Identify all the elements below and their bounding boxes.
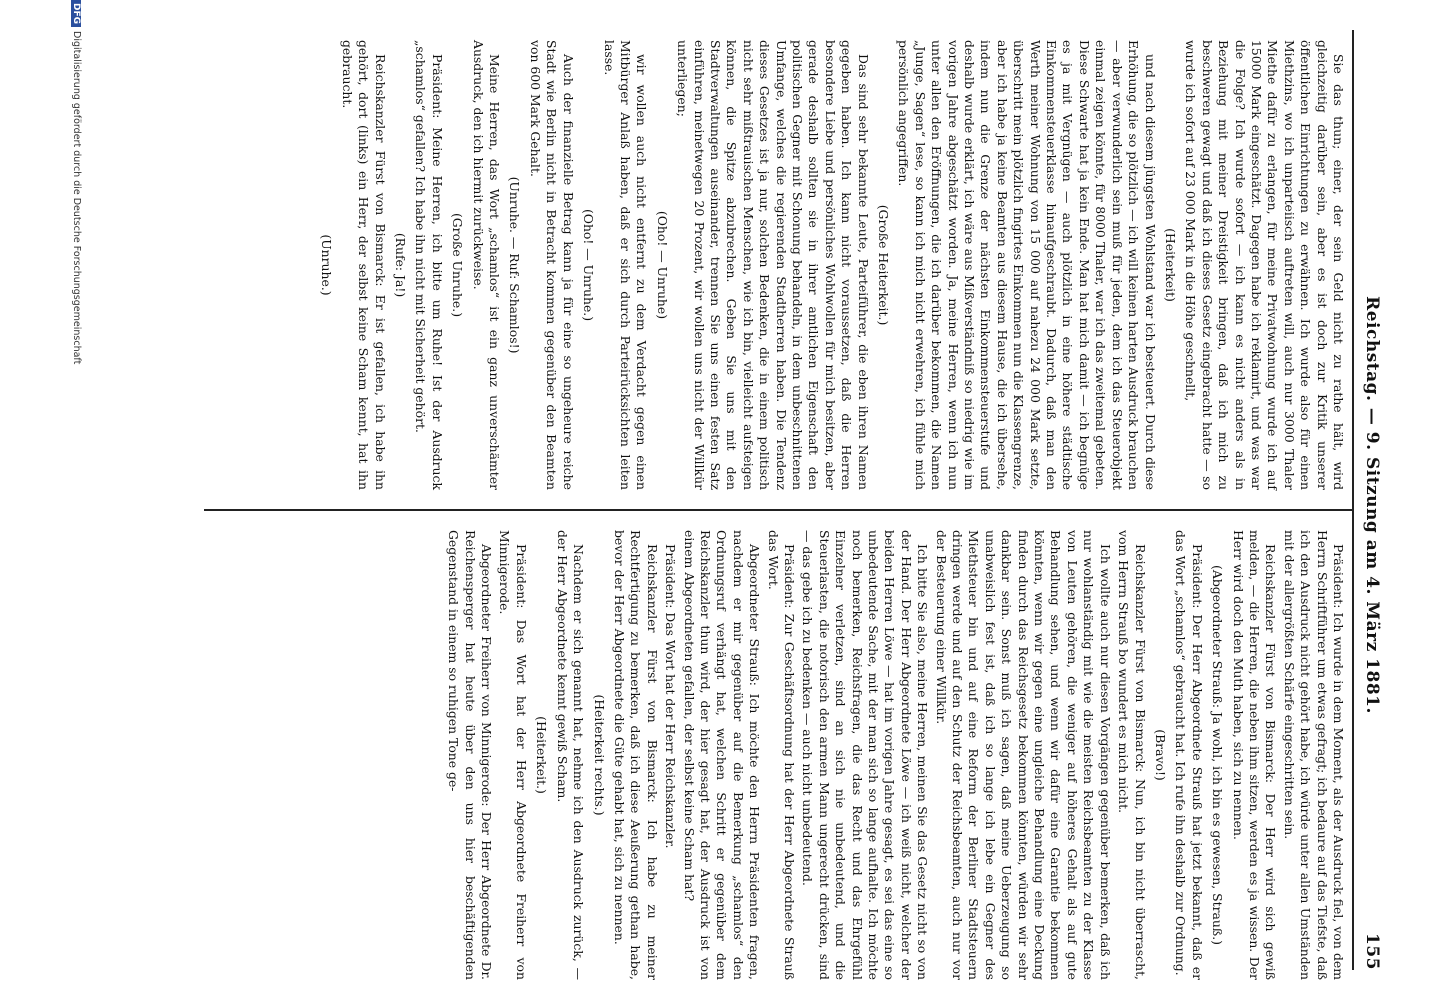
- paragraph: und nach diesem jüngsten Wohlstand war ich besteuert. Durch diese Erhöhung, die so plötzlich — ich will keinen harten Ausdruck brauchen — aber verwunderlich sein muß für jeden, dem ich das Steuerobjekt einmal zeigen könnte, für 8000 Thaler, war ich das zweitemal gebeten. Diese Schwarte hat ja kein Ende. Man hat mich damit — ich begnüge es ja mit Vergnügen — auch plötzlich in eine höhere städtische Einkommensteuerklasse hinaufgeschraubt. Dadurch, daß man den Werth meiner Wohnung von 15 000 auf nahezu 24 000 Mark setzte, überschritt mein plötzlich fingirtes Einkommen nun die Klassengrenze, aber ich habe ja keine Beamten aus diesem Hause, die ich übersehe, indem nun die Grenze der nächsten Einkommensteuerstufe und deshalb wurde erklärt, ich wäre aus Mißverständniß so niedrig wie im vorigen Jahre abgeschätzt worden. Ja, meine Herren, wenn ich nun unter allen den Eröffnungen, die ich darüber bekommen, die Namen „Junge, Sagen“ lese, so kann ich mich nicht erwehren, ich fühle mich persönlich angegriffen.: [896, 40, 1158, 490]
- paragraph: Ich wollte auch nur diesen Vorgängen gegenüber bemerken, daß ich nur wohlanständig mit wie die meisten Reichsbeamten zu der Klasse von Leuten gehören, die weniger auf höheres Gehalt als auf gute Behandlung sehen, und wenn wir dafür eine Garantie bekommen könnten, wenn wir gegen eine ungleiche Behandlung eine Deckung finden durch das Reichsgesetz bekommen könnten, würden wir sehr dankbar sein. Sonst muß ich sagen, daß meine Ueberzeugung so unabweislich fest ist, daß ich so lange ich lebe ein Gegner des Miethsteuer bin und auf eine Reform der Berliner Stadtsteuern dringen werde und auf den Schutz der Reichsbeamten, auch nur vor der Besteuerung einer Willkür.: [933, 530, 1113, 980]
- paragraph: Nachdem er sich genannt hat, nehme ich den Ausdruck zurück, — der Herr Abgeordnete kennt gewiß Scham.: [554, 530, 587, 980]
- paragraph: Abgeordneter Strauß: Ich möchte den Herrn Präsidenten fragen, nachdem er mir gegenüber auf die Bemerkung „schamlos“ den Ordnungsruf verhängt hat, welchen Schritt er gegenüber dem Reichskanzler thun wird, der hier gesagt hat, der Ausdruck ist von einem Abgeordneten gefallen, der selbst keine Scham hat?: [681, 530, 763, 980]
- paragraph: Reichskanzler Fürst von Bismarck: Er ist gefallen, ich habe ihn gehört, dort (links) ein Herr, der selbst keine Scham kennt, hat ihn gebraucht.: [339, 40, 388, 490]
- interjection: (Große Heiterkeit.): [876, 204, 892, 326]
- paragraph: Das sind sehr bekannte Leute, Parteiführer, die eben ihren Namen gegeben haben. Ich kann nicht voraussetzen, daß die Herren besondere Liebe und persönliches Wohlwollen für mich besitzen, aber gerade deshalb sollten sie in ihrer amtlichen Eigenschaft den politischen Gegner mit Schonung behandeln, in dem unbeschnittenen Umfange, welches die regierenden Stadtherren haben. Die Tendenz dieses Gesetzes ist ja nur, solchen Bedenken, die in einem politisch nicht sehr mißtrauischen Menschen, wie ich bin, vielleicht aufsteigen können, die Spitze abzubrechen. Geben Sie uns mit den Stadtverwaltungen auseinander, trennen Sie uns einen festen Satz einführen, meinetwegen 20 Prozent, wir wollen uns nicht der Willkür unterliegen;: [675, 40, 871, 490]
- footer-credit: [64, 0, 82, 1000]
- interjection: (Oho! — Unruhe): [654, 210, 670, 320]
- paragraph: Präsident: Das Wort hat der Herr Abgeordnete Freiherr von Minnigerode.: [497, 530, 529, 980]
- paragraph: Präsident: Ich wurde in dem Moment, als der Ausdruck fiel, von dem Herrn Schriftführer um etwas gefragt; ich bedaure auf das Tiefste, daß ich den Ausdruck nicht gehört habe, ich würde unter allen Umständen mit der allergrößten Schärfe eingeschritten sein.: [1281, 530, 1346, 980]
- interjection: (Unruhe. — Ruf: Schamlos!): [507, 176, 523, 354]
- page-number: 155: [1362, 933, 1382, 970]
- dfg-logo: DFG: [71, 0, 81, 27]
- column-divider: [204, 509, 1352, 511]
- interjection: (Heiterkeit.): [534, 716, 550, 794]
- interjection: (Bravo!): [1152, 729, 1168, 781]
- page-header: [1356, 40, 1382, 970]
- paragraph: wir wollen auch nicht entfernt zu dem Verdacht gegen einen Mitbürger Anlaß haben, daß er sich durch Parteirücksichten leiten lasse.: [601, 40, 650, 490]
- interjection: (Abgeordneter Strauß: Ja wohl, ich bin es gewesen, Strauß.): [1210, 565, 1226, 945]
- paragraph: Ich bitte Sie also, meine Herren, meinen Sie das Gesetz nicht so von der Hand. Der Herr Abgeordnete Löwe — ich weiß nicht, welcher der beiden Herren Löwe — hat im vorigen Jahre gesagt, es sei das eine so unbedeutende Sache, mit der man sich so lange aufhalte. Ich möchte noch bemerken, Reichsfragen, die das Recht und das Ehrgefühl Einzelner verletzen, sind an sich nie unbedeutend, und die Steuerlasten, die notorisch den armen Mann ungerecht drücken, sind — das gebe ich zu bedenken — auch nicht unbedeutend.: [800, 530, 931, 980]
- page-title: Reichstag. — 9. Sitzung am 4. März 1881.: [1362, 296, 1382, 714]
- paragraph: Meine Herren, das Wort „schamlos“ ist ein ganz unverschämter Ausdruck, den ich hiermit zurückweise.: [470, 40, 503, 490]
- paragraph: Sie das thun; einer, der sein Geld nicht zu rathe hält, wird gleichzeitig darüber sein, aber es ist doch zur Kritik unserer öffentlichen Einrichtungen zu erwähnen. Ich wurde also für einen Miethzins, wo ich unparteiisch auftreten will, auch nur 3000 Thaler Miethe dafür zu erlangen, für meine Privatwohnung wurde ich auf 15000 Mark eingeschätzt. Dagegen habe ich reklamirt, und was war die Folge? Ich wurde sofort — ich kann es nicht anders als in Beziehung mit meiner Dreistigkeit bringen, daß ich mich zu beschweren gewagt und daß ich dieses Gesetz eingebracht hatte — so wurde ich sofort auf 23 000 Mark in die Höhe geschnellt,: [1183, 40, 1346, 490]
- paragraph: Präsident: Das Wort hat der Herr Reichskanzler.: [663, 544, 679, 849]
- header-rule: [1352, 30, 1354, 970]
- left-column: [314, 40, 1346, 490]
- paragraph: Präsident: Meine Herren, ich bitte um Ruhe! Ist der Ausdruck „schamlos“ gefallen? Ich habe ihn nicht mit Sicherheit gehört.: [413, 40, 445, 490]
- footer-text: Digitalisierung gefördert durch die Deutsche Forschungsgemeinschaft: [71, 31, 82, 365]
- paragraph: Auch der finanzielle Betrag kann ja für eine so ungeheure reiche Stadt wie Berlin nicht in Betracht kommen gegenüber den Beamten von 600 Mark Gehalt.: [527, 40, 576, 490]
- paragraph: Reichskanzler Fürst von Bismarck: Nun, ich bin nicht überrascht, vom Herrn Strauß bo wundert es mich nicht.: [1116, 530, 1148, 980]
- paragraph: Abgeordneter Freiherr von Minnigerode: Der Herr Abgeordnete Dr. Reichensperger hat heute über den uns hier beschäftigenden Gegenstand in einem so ruhigen Tone ge-: [446, 530, 495, 980]
- interjection: (Rufe: Ja!): [393, 232, 409, 298]
- paragraph: Präsident: Zur Geschäftsordnung hat der Herr Abgeordnete Strauß das Wort.: [765, 530, 797, 980]
- paragraph: Reichskanzler Fürst von Bismarck: Ich habe zu meiner Rechtfertigung zu bemerken, daß ich diese Aeußerung gethan habe, bevor der Herr Abgeordnete die Güte gehabt hat, sich zu nennen.: [611, 530, 660, 980]
- interjection: (Heiterkeit rechts.): [591, 694, 607, 816]
- paragraph: Reichskanzler Fürst von Bismarck: Der Herr wird sich gewiß melden, — die Herren, die neben ihm sitzen, werden es ja wissen. Der Herr wird doch den Muth haben, sich zu nennen.: [1230, 530, 1279, 980]
- interjection: (Unruhe.): [319, 234, 335, 296]
- interjection: (Heiterkeit): [1162, 228, 1178, 302]
- interjection: (Oho! — Unruhe.): [581, 208, 597, 322]
- interjection: (Große Unruhe.): [450, 212, 466, 318]
- paragraph: Präsident: Der Herr Abgeordnete Strauß hat jetzt bekannt, daß er das Wort „schamlos“ gebraucht hat. Ich rufe ihn deshalb zur Ordnung.: [1173, 530, 1205, 980]
- document-page: [71, 0, 1404, 1000]
- right-column: [443, 530, 1346, 980]
